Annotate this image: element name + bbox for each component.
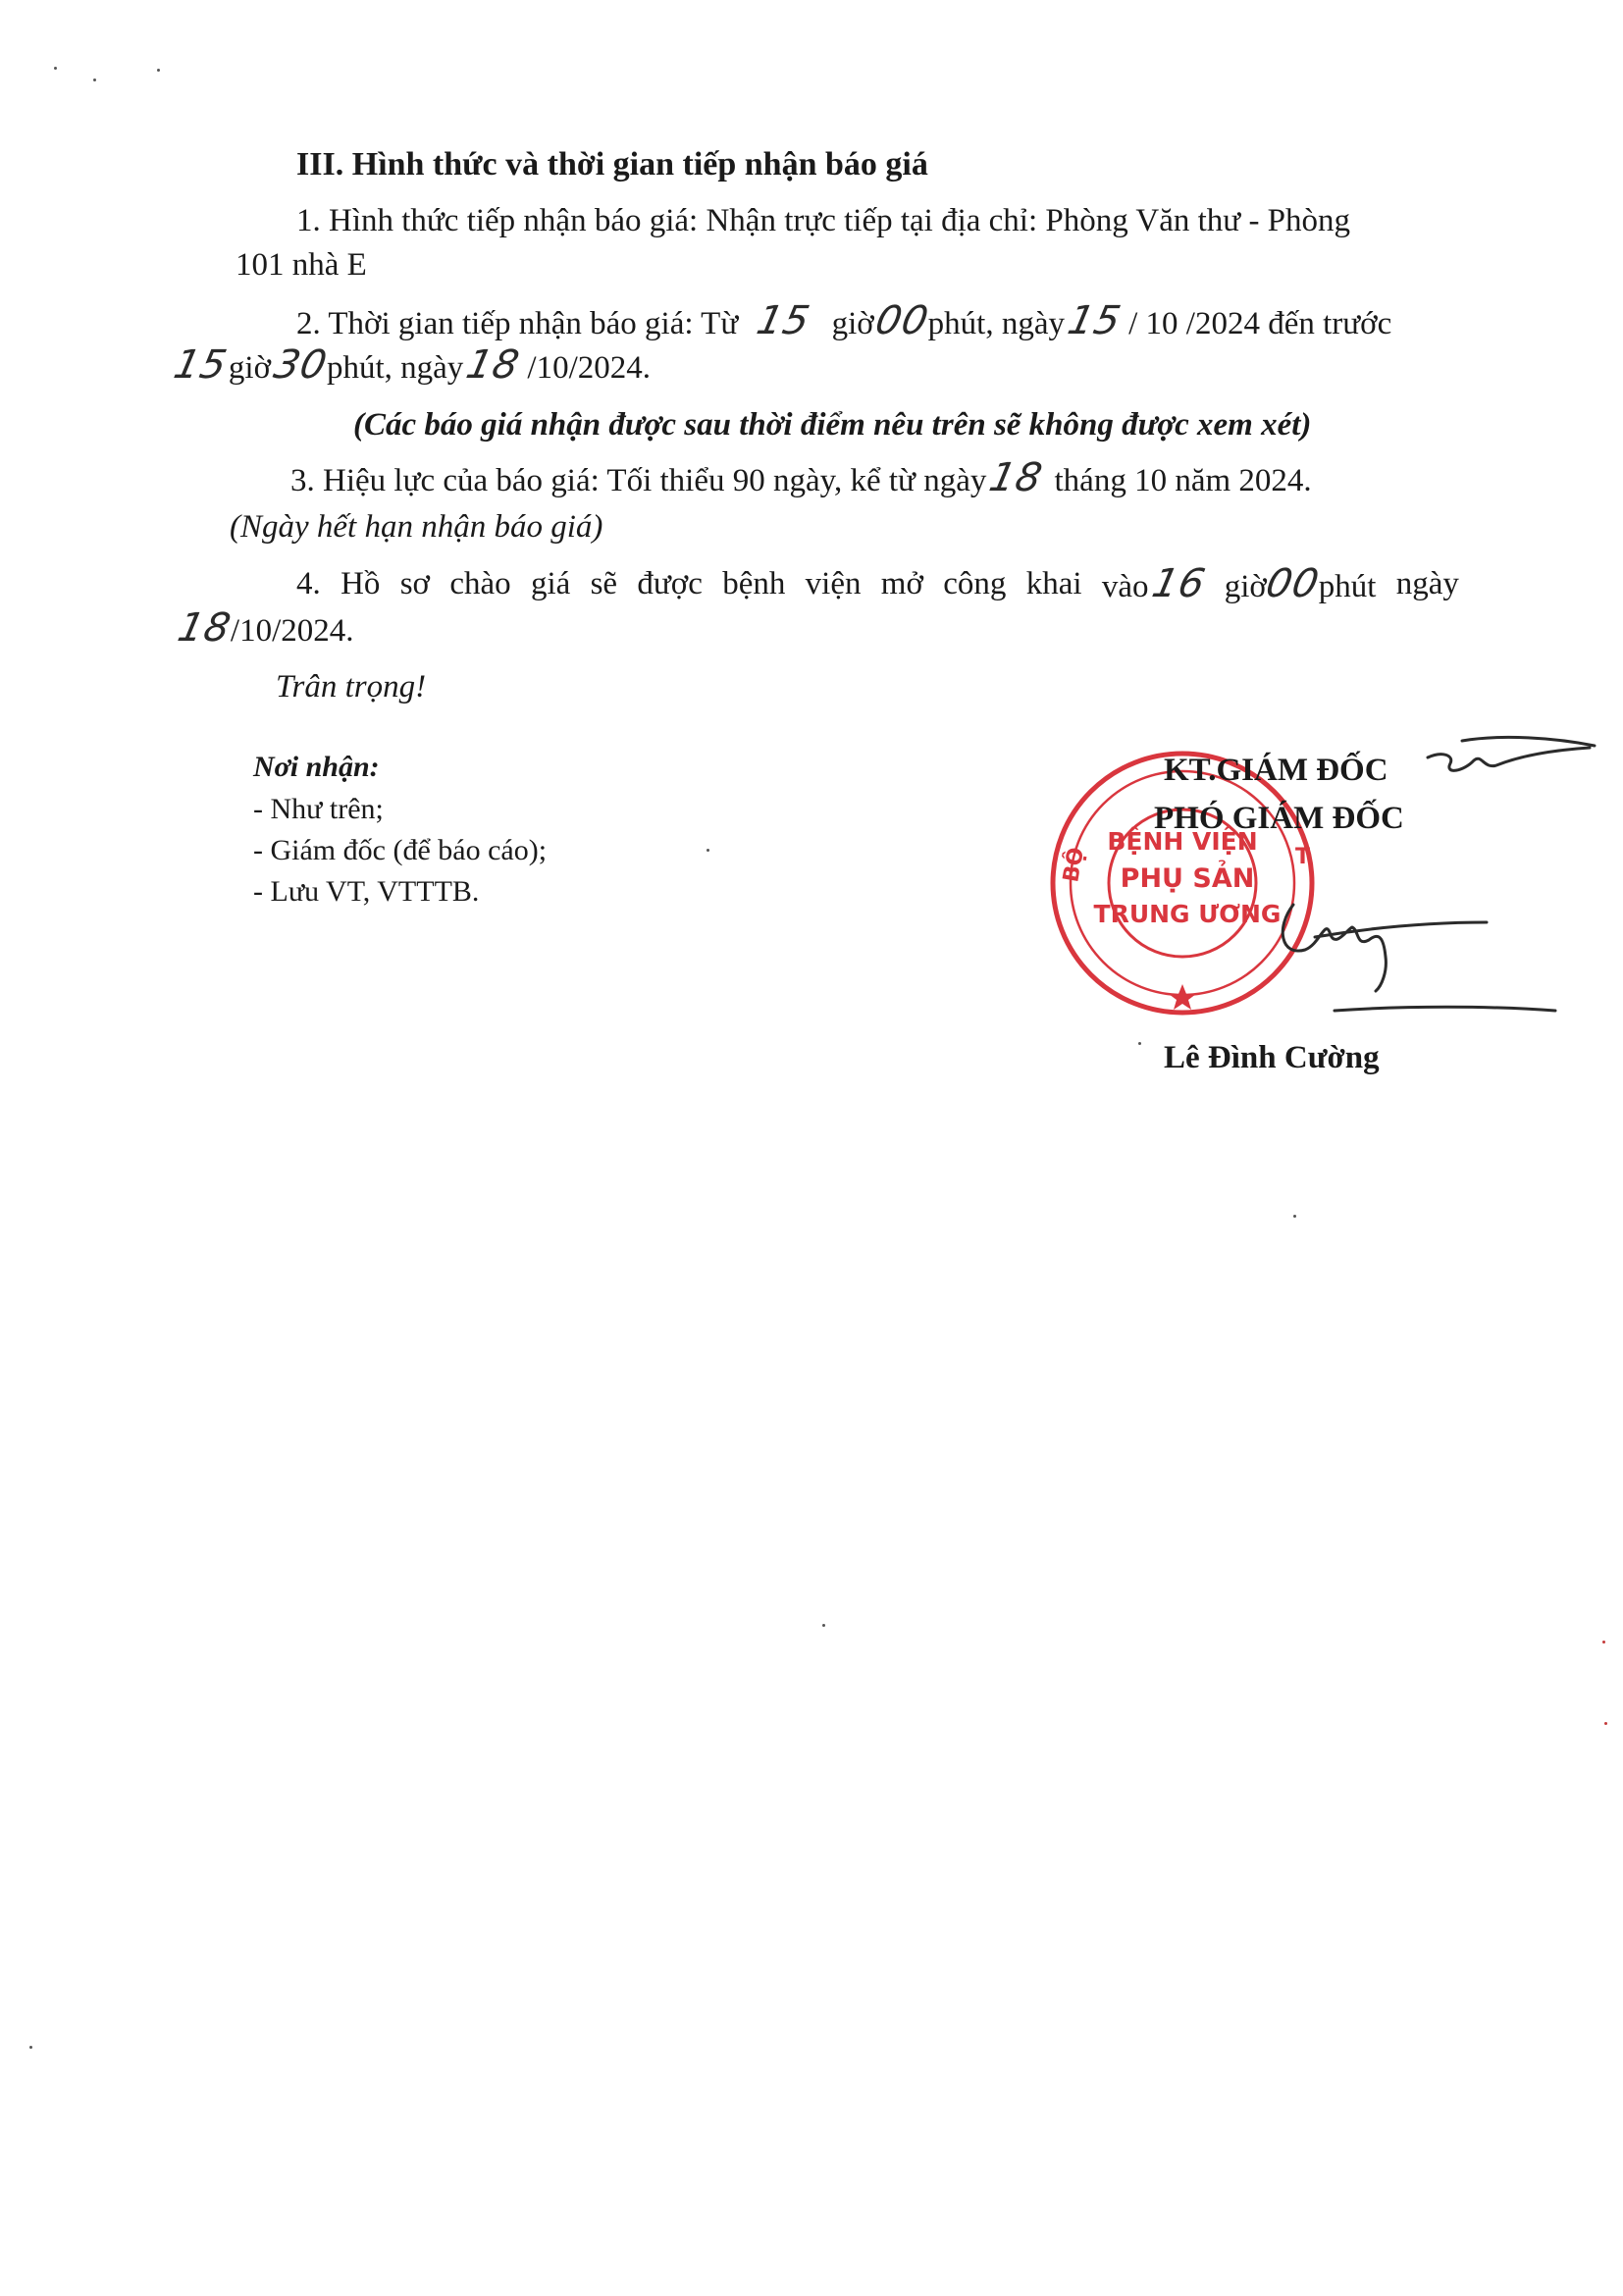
stamp-line2: PHỤ SẢN (1120, 863, 1255, 894)
scan-speck (1293, 1215, 1296, 1218)
item4-word: được (637, 566, 703, 601)
handwritten-minute-from: 00 (870, 298, 933, 343)
signature-title-line2: PHÓ GIÁM ĐỐC (1154, 801, 1404, 836)
section-heading: III. Hình thức và thời gian tiếp nhận báo giá (296, 146, 928, 183)
handwritten-day-from: 15 (1064, 298, 1126, 343)
item3-note: (Ngày hết hạn nhận báo giá) (230, 509, 603, 545)
word-phut-ngay-2: phút, ngày (326, 350, 464, 386)
scan-speck (29, 2046, 32, 2049)
item3-suffix: tháng 10 năm 2024. (1054, 463, 1312, 498)
word-gio-2: giờ (228, 350, 272, 386)
recipient-item: - Lưu VT, VTTTB. (253, 875, 480, 908)
handwritten-open-hour: 16 (1147, 561, 1210, 606)
item4-word: bệnh (722, 566, 786, 601)
item4-word: viện (805, 566, 862, 601)
closing-text: Trân trọng! (276, 669, 427, 704)
scan-speck (1602, 1641, 1605, 1644)
item4-word-gio: giờ (1224, 569, 1267, 604)
initial-signature (1428, 737, 1595, 770)
item4-word: công (943, 566, 1007, 601)
recipient-item: - Như trên; (253, 793, 384, 825)
scan-speck (54, 67, 57, 70)
item1-line2: 101 nhà E (236, 247, 367, 283)
recipients-title: Nơi nhận: (253, 751, 380, 783)
scan-speck (93, 78, 96, 81)
scan-speck (157, 69, 160, 72)
director-signature (1283, 905, 1555, 1011)
item2-prefix: 2. Thời gian tiếp nhận báo giá: Từ (296, 306, 739, 341)
stamp-line1: BỆNH VIỆN (1107, 827, 1258, 856)
handwritten-day-to: 18 (462, 342, 525, 388)
item2-rest-to: /10/2024. (527, 350, 652, 386)
handwritten-hour-to: 15 (170, 342, 232, 388)
item1-line1: 1. Hình thức tiếp nhận báo giá: Nhận trực tiếp tại địa chỉ: Phòng Văn thư - Phòng (296, 203, 1351, 238)
handwritten-validity-day: 18 (985, 455, 1048, 500)
stamp-left-text: BỘ (1059, 845, 1090, 885)
stamp-line3: TRUNG ƯƠNG (1093, 900, 1282, 928)
item4-word: vào (1101, 569, 1149, 604)
handwritten-open-minute: 00 (1261, 561, 1324, 606)
scan-speck (707, 849, 709, 852)
item4-rest: /10/2024. (230, 613, 354, 649)
word-phut-ngay: phút, ngày (927, 306, 1065, 341)
signer-name: Lê Đình Cường (1164, 1040, 1380, 1075)
item4-word: sẽ (590, 566, 618, 601)
scan-speck (1604, 1722, 1607, 1725)
scan-speck (1138, 1042, 1141, 1045)
signature-title-line1: KT.GIÁM ĐỐC (1164, 753, 1388, 788)
handwritten-open-day: 18 (174, 605, 236, 651)
word-gio: giờ (831, 306, 874, 341)
item4-word: khai (1025, 566, 1082, 601)
handwritten-hour-from: 15 (753, 298, 815, 343)
handwritten-minute-to: 30 (270, 342, 332, 388)
scan-speck (822, 1624, 825, 1627)
item4-word: mở (880, 566, 923, 601)
item4-word: sơ (399, 566, 431, 601)
deadline-note: (Các báo giá nhận được sau thời điểm nêu trên sẽ không được xem xét) (353, 407, 1312, 443)
item3-prefix: 3. Hiệu lực của báo giá: Tối thiểu 90 ngày, kể từ ngày (290, 463, 987, 498)
item4-word: Hồ (340, 566, 381, 601)
item4-word: chào (449, 566, 511, 601)
item4-word-ngay: ngày (1395, 566, 1459, 601)
recipient-item: - Giám đốc (để báo cáo); (253, 834, 548, 866)
stamp-star-icon (1169, 984, 1196, 1010)
stamp-right-mark: T (1295, 845, 1311, 869)
item2-rest-from: / 10 /2024 đến trước (1128, 306, 1392, 341)
item4-word-phut: phút (1318, 569, 1377, 604)
item4-word: giá (530, 566, 571, 601)
item4-word: 4. (296, 566, 321, 601)
